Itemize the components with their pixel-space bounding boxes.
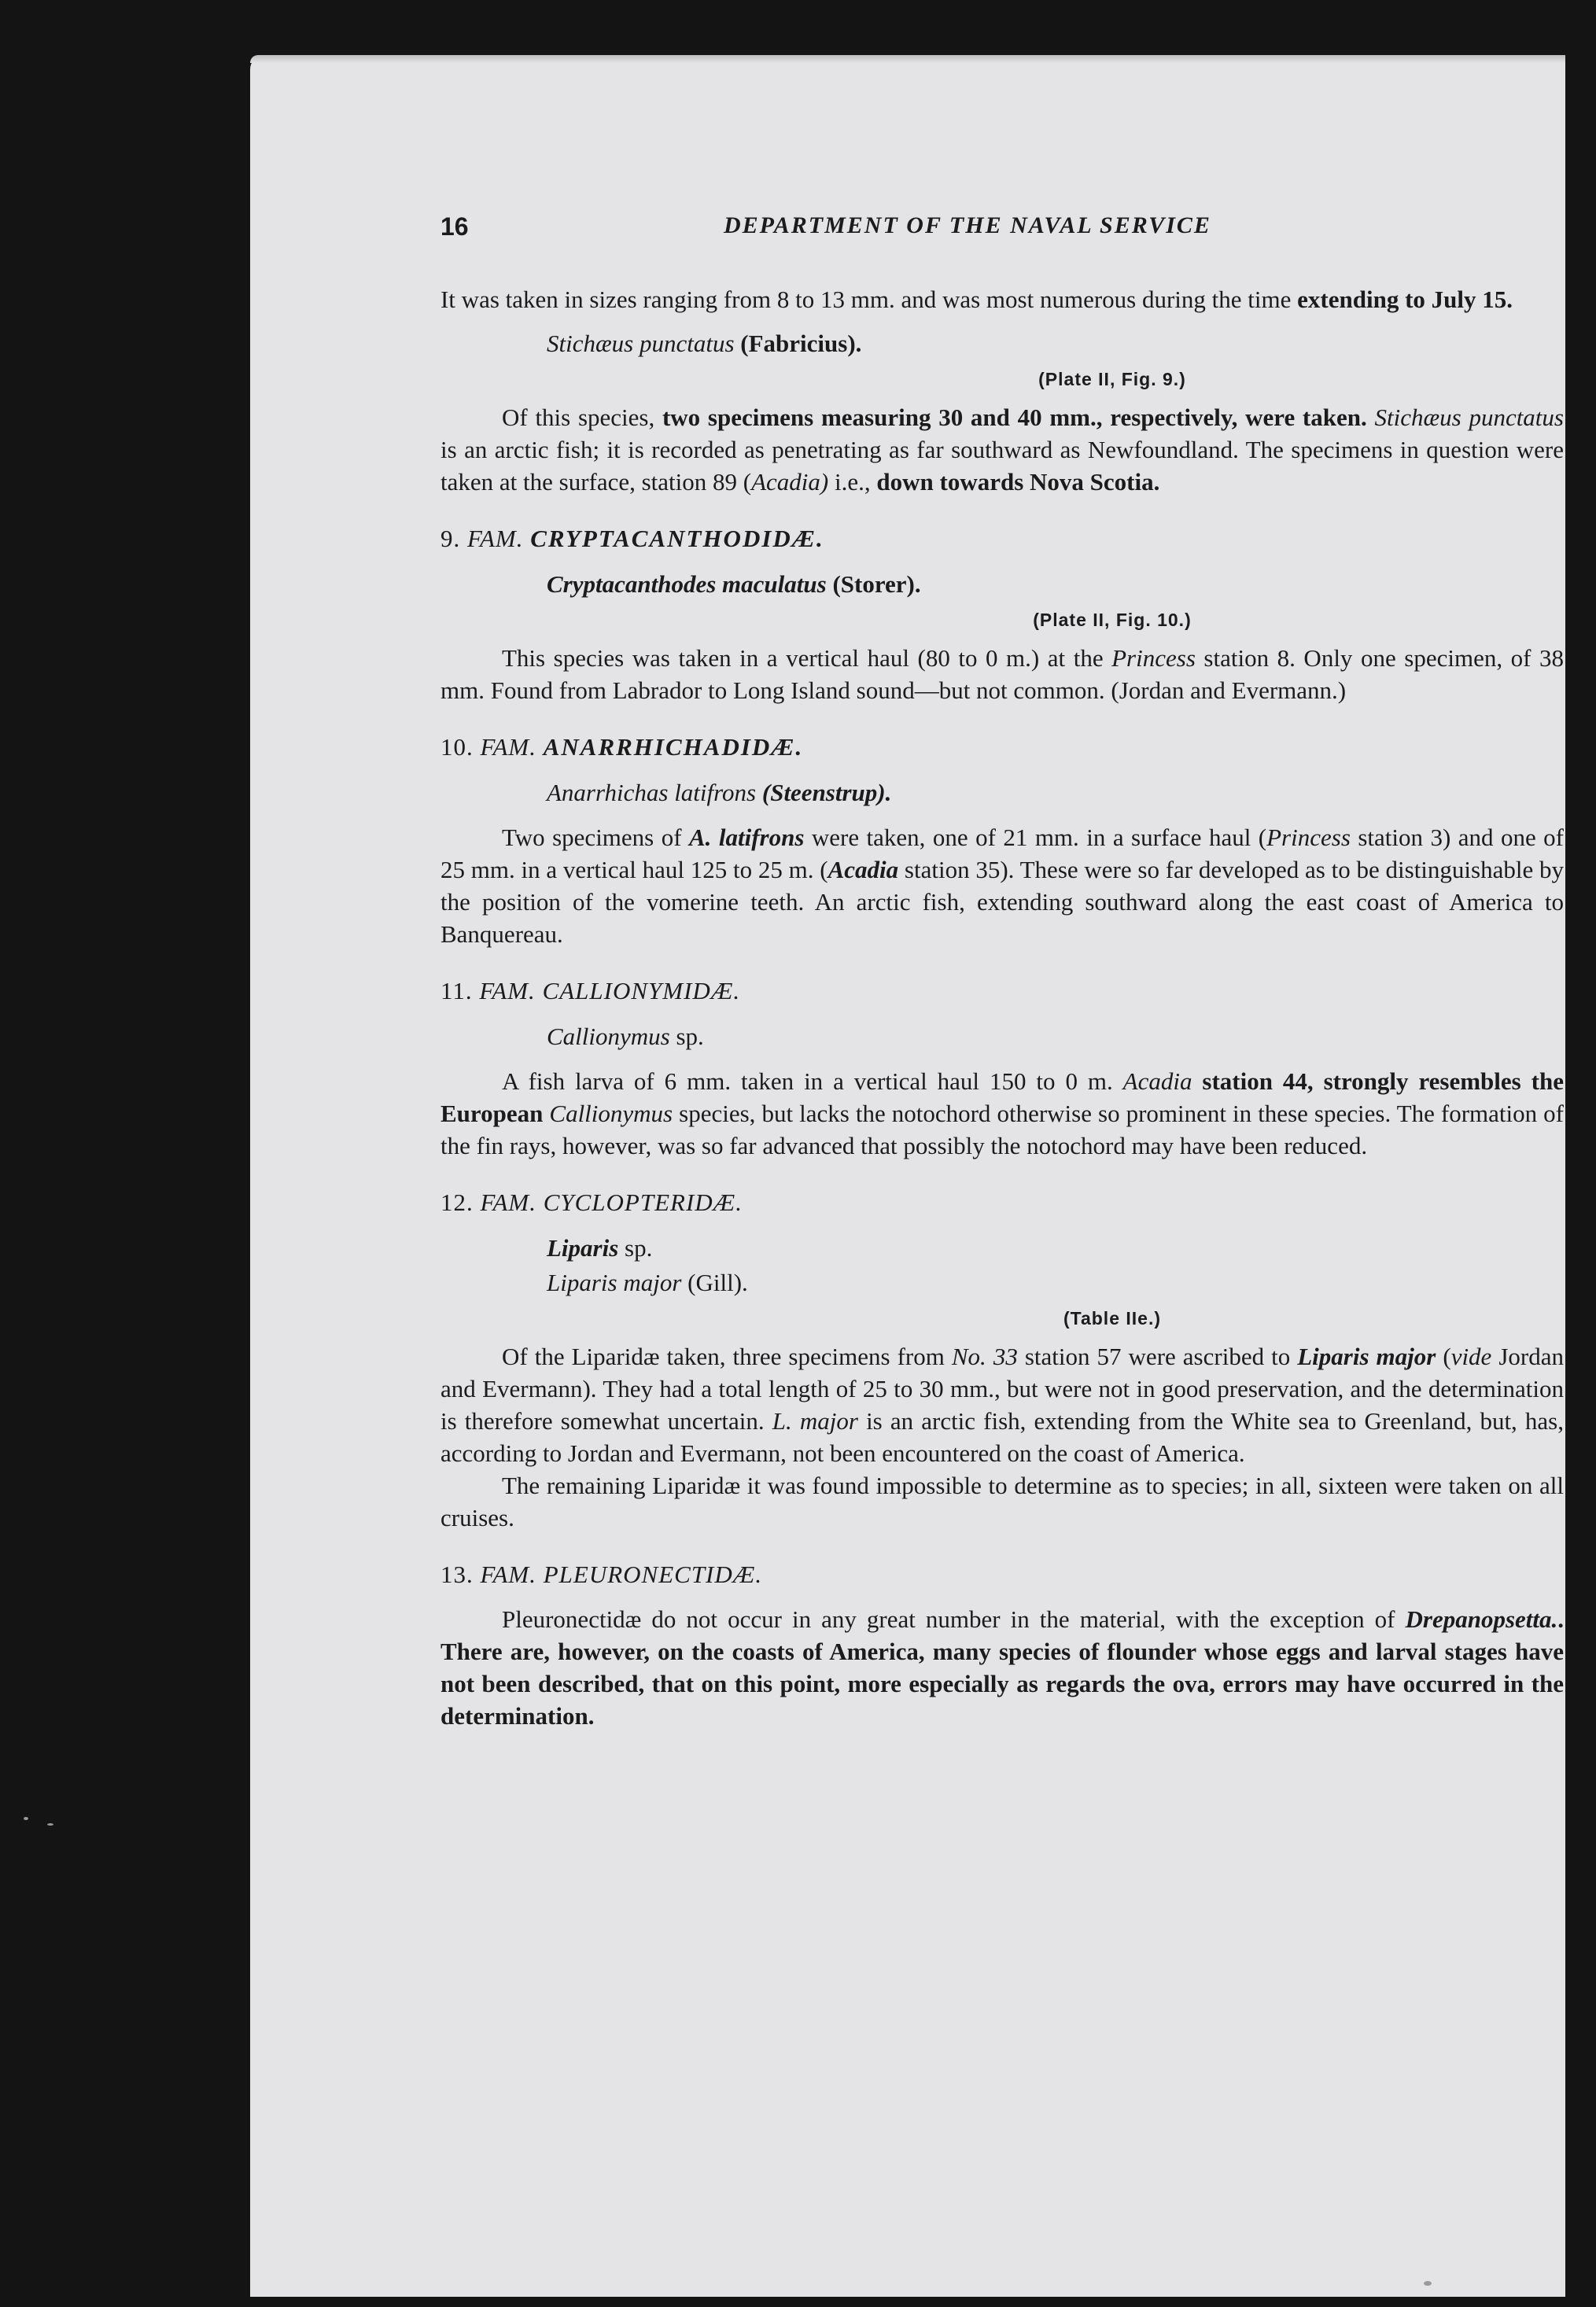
family-label: FAM. (479, 977, 543, 1004)
text-run: Of this species, (502, 404, 662, 431)
intro-bold: extending to July 15. (1297, 286, 1513, 313)
text-run: Jordan and Evermann). They had a total length of 25 to 30 mm., but were not in good preservation, and the determination is therefore somewhat uncertain. (440, 1343, 1564, 1435)
species-heading-stichaeus (440, 326, 1564, 361)
species-author: sp. (669, 1023, 704, 1050)
family-heading-10 (440, 730, 1564, 765)
family-label: FAM. (467, 525, 531, 552)
liparis-paragraph-2: The remaining Liparidæ it was found impossible to determine as to species; in all, sixteen were taken on all cruises. (440, 1472, 1564, 1531)
species-heading-liparis-major (440, 1266, 1564, 1300)
family-heading-12 (440, 1185, 1564, 1220)
intro-text: It was taken in sizes ranging from 8 to 13 mm. and was most numerous during the (440, 286, 1242, 313)
spacer (440, 1054, 1564, 1065)
family-number: 13. (440, 1561, 481, 1588)
species-name: Cryptacanthodes maculatus (547, 570, 827, 598)
spacer (440, 1592, 1564, 1603)
species-name: Liparis major (547, 1269, 682, 1296)
stichaeus-paragraph (440, 401, 1564, 498)
text-italic: Liparis major (1297, 1343, 1436, 1370)
text-bold: station 44, strongly resembles the European (440, 1067, 1564, 1127)
family-name: CYCLOPTERIDÆ. (543, 1189, 743, 1216)
species-name: Anarrhichas latifrons (547, 779, 757, 806)
text-run: were taken, one of 21 mm. in a surface haul ( (804, 824, 1267, 851)
family-label: FAM. (480, 1561, 544, 1588)
liparis-paragraph (440, 1340, 1564, 1469)
text-bold: . There are, however, on the coasts of America, many species of flounder whose eggs and larval stages have not been described, that on this point, more especially as regards the ova, errors may have occurred in the determination. (440, 1605, 1564, 1730)
text-run: Two specimens of (502, 824, 689, 851)
text-run: station 3) and one of 25 mm. in a vertical haul 125 to 25 m. ( (440, 824, 1564, 883)
text-italic: No. 33 (951, 1343, 1018, 1370)
species-heading-liparis (440, 1231, 1564, 1266)
text-run: station 35). These were so far developed as to be distinguishable by the position of the vomerine teeth. An arctic fish, extending southward along the east coast of America to Banquereau. (440, 856, 1564, 948)
text-italic: L. major (772, 1407, 858, 1435)
scan-speck (47, 1823, 53, 1826)
species-author: (Storer). (826, 570, 921, 598)
family-number: 9. (440, 525, 467, 552)
species-author: (Fabricius). (734, 330, 862, 357)
text-bold: two specimens measuring 30 and 40 mm., respectively, were taken. (662, 404, 1367, 431)
text-run: is an arctic fish, extending from the White sea to Greenland, but, has, according to Jordan and Evermann, not been encountered on the coast of America. (440, 1407, 1564, 1467)
text-run: A fish larva of 6 mm. taken in a vertical haul 150 to 0 m. (502, 1067, 1123, 1095)
scan-speck (1424, 2281, 1432, 2286)
family-heading-9 (440, 521, 1564, 556)
family-heading-13 (440, 1557, 1564, 1592)
family-name: CRYPTACANTHODIDÆ. (530, 525, 824, 552)
document-page (440, 212, 1564, 1732)
family-name: PLEURONECTIDÆ. (543, 1561, 763, 1588)
text-italic: Princess (1266, 824, 1351, 851)
text-italic: A. latifrons (688, 824, 805, 851)
species-name: Liparis (547, 1234, 619, 1262)
text-run: station 57 were ascribed to (1017, 1343, 1298, 1370)
text-italic: Callionymus (549, 1100, 673, 1127)
pleuronectidae-paragraph (440, 1603, 1564, 1732)
species-heading-cryptacanthodes (440, 567, 1564, 602)
species-heading-anarrhichas (440, 776, 1564, 810)
species-author: (Steenstrup). (756, 779, 892, 806)
plate-reference: (Plate II, Fig. 10.) (1033, 610, 1192, 630)
plate-reference: (Plate II, Fig. 9.) (1038, 369, 1186, 389)
scan-speck (24, 1817, 28, 1820)
text-run: Of the Liparidæ taken, three specimens from (502, 1343, 952, 1370)
running-head: DEPARTMENT OF THE NAVAL SERVICE (724, 212, 1211, 238)
text-run: station 8. Only one specimen, of 38 mm. Found from Labrador to Long Island sound—but not common. (Jordan and Evermann.) (440, 644, 1564, 704)
text-run: i.e., (828, 468, 877, 496)
text-italic: vide (1450, 1343, 1492, 1370)
family-label: FAM. (480, 1189, 544, 1216)
spacer (440, 810, 1564, 821)
family-number: 11. (440, 977, 480, 1004)
text-italic: Acadia (827, 856, 899, 883)
species-author: (Gill). (681, 1269, 748, 1296)
text-italic: Acadia) (751, 468, 829, 496)
species-name: Callionymus (547, 1023, 670, 1050)
family-name: ANARRHICHADIDÆ. (543, 733, 804, 761)
page-header (440, 212, 1564, 247)
species-author: sp. (618, 1234, 653, 1262)
species-heading-callionymus (440, 1019, 1564, 1054)
table-reference: (Table IIe.) (1063, 1308, 1162, 1329)
family-number: 10. (440, 733, 481, 761)
family-heading-11 (440, 974, 1564, 1008)
text-run: ( (1436, 1343, 1451, 1370)
text-italic: Princess (1111, 644, 1196, 672)
text-run: This species was taken in a vertical haul (80 to 0 m.) at the (502, 644, 1112, 672)
cryptacanthodes-paragraph (440, 642, 1564, 706)
text-bold: down towards Nova Scotia. (876, 468, 1160, 496)
anarrhichas-paragraph (440, 821, 1564, 950)
text-italic: Drepanopsetta. (1405, 1605, 1558, 1633)
page-number: 16 (440, 212, 469, 241)
text-run: Pleuronectidæ do not occur in any great number in the material, with the exception of (502, 1605, 1406, 1633)
family-name: CALLIONYMIDÆ. (542, 977, 741, 1004)
family-number: 12. (440, 1189, 481, 1216)
species-name: Stichæus punctatus (547, 330, 735, 357)
family-label: FAM. (480, 733, 544, 761)
paper-top-edge (250, 55, 1565, 63)
intro-text-2: time (1248, 286, 1298, 313)
text-italic: Stichæus punctatus (1374, 404, 1564, 431)
text-run: species, but lacks the notochord otherwise so prominent in these species. The formation of the fin rays, however, was so far advanced that possibly the notochord may have been reduced. (440, 1100, 1564, 1159)
text-run: is an arctic fish; it is recorded as penetrating as far southward as Newfoundland. The specimens in question were taken at the surface, station 89 ( (440, 436, 1564, 496)
callionymus-paragraph (440, 1065, 1564, 1162)
intro-paragraph (440, 283, 1564, 315)
text-italic: Acadia (1122, 1067, 1192, 1095)
